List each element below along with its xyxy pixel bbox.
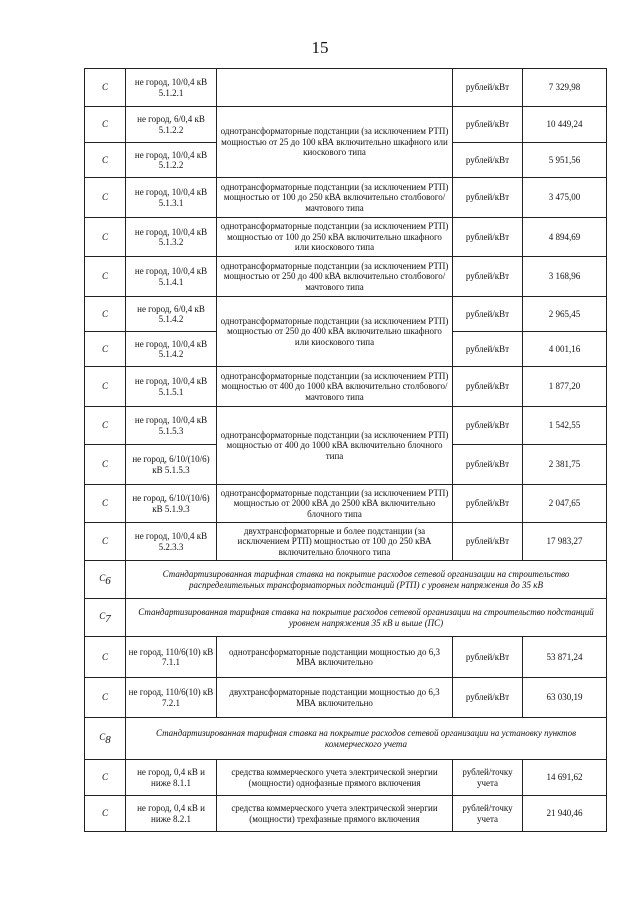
symbol: C xyxy=(85,297,126,332)
code-cell: не город, 110/6(10) кВ 7.1.1 xyxy=(126,637,217,678)
unit-cell: рублей/кВт xyxy=(453,69,523,107)
unit-cell: рублей/кВт xyxy=(453,367,523,407)
table-row xyxy=(85,523,607,561)
symbol: C xyxy=(85,107,126,143)
unit-cell: рублей/кВт xyxy=(453,485,523,523)
symbol: C xyxy=(85,523,126,561)
table-row xyxy=(85,796,607,832)
unit-cell: рублей/кВт xyxy=(453,332,523,367)
value-cell: 5 951,56 xyxy=(523,143,607,178)
description-cell: однотрансформаторные подстанции (за исключением РТП) мощностью от 100 до 250 кВА включительно шкафного или киоскового типа xyxy=(217,218,453,257)
symbol: C xyxy=(85,760,126,796)
symbol: C xyxy=(85,69,126,107)
symbol: C xyxy=(85,257,126,297)
code-cell: не город, 10/0,4 кВ 5.2.3.3 xyxy=(126,523,217,561)
unit-cell: рублей/кВт xyxy=(453,178,523,218)
section-row xyxy=(85,599,607,637)
table-row xyxy=(85,407,607,445)
value-cell: 2 381,75 xyxy=(523,445,607,485)
code-cell: не город, 10/0,4 кВ 5.1.3.2 xyxy=(126,218,217,257)
code-cell: не город, 6/0,4 кВ 5.1.4.2 xyxy=(126,297,217,332)
value-cell: 21 940,46 xyxy=(523,796,607,832)
code-cell: не город, 10/0,4 кВ 5.1.3.1 xyxy=(126,178,217,218)
value-cell: 2 965,45 xyxy=(523,297,607,332)
unit-cell: рублей/точку учета xyxy=(453,760,523,796)
symbol: C xyxy=(85,637,126,678)
code-cell: не город, 10/0,4 кВ 5.1.4.2 xyxy=(126,332,217,367)
code-cell: не город, 10/0,4 кВ 5.1.4.1 xyxy=(126,257,217,297)
description-cell: однотрансформаторные подстанции (за исключением РТП) мощностью от 400 до 1000 кВА включительно блочного типа xyxy=(217,407,453,485)
value-cell: 17 983,27 xyxy=(523,523,607,561)
code-cell: не город, 10/0,4 кВ 5.1.5.1 xyxy=(126,367,217,407)
code-cell: не город, 6/0,4 кВ 5.1.2.2 xyxy=(126,107,217,143)
section-title: Стандартизированная тарифная ставка на покрытие расходов сетевой организации на строительство распределительных трансформаторных подстанций (РТП) с уровнем напряжения до 35 кВ xyxy=(126,561,607,599)
code-cell: не город, 6/10/(10/6) кВ 5.1.9.3 xyxy=(126,485,217,523)
symbol: C xyxy=(85,332,126,367)
unit-cell: рублей/кВт xyxy=(453,678,523,718)
value-cell: 63 030,19 xyxy=(523,678,607,718)
tariff-table xyxy=(84,68,607,832)
unit-cell: рублей/кВт xyxy=(453,257,523,297)
description-cell: однотрансформаторные подстанции (за исключением РТП) мощностью от 400 до 1000 кВА включительно столбового/мачтового типа xyxy=(217,367,453,407)
table-row xyxy=(85,637,607,678)
code-cell: не город, 10/0,4 кВ 5.1.5.3 xyxy=(126,407,217,445)
table-row xyxy=(85,257,607,297)
table-row xyxy=(85,485,607,523)
symbol: C xyxy=(85,143,126,178)
description-cell: средства коммерческого учета электрической энергии (мощности) однофазные прямого включения xyxy=(217,760,453,796)
value-cell: 10 449,24 xyxy=(523,107,607,143)
description-cell: однотрансформаторные подстанции мощностью до 6,3 МВА включительно xyxy=(217,637,453,678)
symbol: C xyxy=(85,407,126,445)
value-cell: 53 871,24 xyxy=(523,637,607,678)
description-cell: однотрансформаторные подстанции (за исключением РТП) мощностью от 2000 кВА до 2500 кВА включительно блочного типа xyxy=(217,485,453,523)
unit-cell: рублей/кВт xyxy=(453,143,523,178)
page-number: 15 xyxy=(311,38,329,57)
code-cell: не город, 6/10/(10/6) кВ 5.1.5.3 xyxy=(126,445,217,485)
unit-cell: рублей/кВт xyxy=(453,445,523,485)
value-cell: 4 001,16 xyxy=(523,332,607,367)
symbol: C xyxy=(85,678,126,718)
code-cell: не город, 0,4 кВ и ниже 8.1.1 xyxy=(126,760,217,796)
table-row xyxy=(85,69,607,107)
symbol: C xyxy=(85,796,126,832)
unit-cell: рублей/кВт xyxy=(453,218,523,257)
unit-cell: рублей/кВт xyxy=(453,107,523,143)
code-cell: не город, 10/0,4 кВ 5.1.2.2 xyxy=(126,143,217,178)
value-cell: 1 542,55 xyxy=(523,407,607,445)
description-cell: двухтрансформаторные и более подстанции (за исключением РТП) мощностью от 100 до 250 кВА включительно блочного типа xyxy=(217,523,453,561)
value-cell: 7 329,98 xyxy=(523,69,607,107)
table-row xyxy=(85,178,607,218)
symbol: C xyxy=(85,485,126,523)
code-cell: не город, 110/6(10) кВ 7.2.1 xyxy=(126,678,217,718)
value-cell: 2 047,65 xyxy=(523,485,607,523)
unit-cell: рублей/кВт xyxy=(453,523,523,561)
code-cell: не город, 0,4 кВ и ниже 8.2.1 xyxy=(126,796,217,832)
description-cell: однотрансформаторные подстанции (за исключением РТП) мощностью от 25 до 100 кВА включительно шкафного или киоскового типа xyxy=(217,107,453,178)
table-row xyxy=(85,218,607,257)
description-cell: двухтрансформаторные подстанции мощностью до 6,3 МВА включительно xyxy=(217,678,453,718)
symbol: C xyxy=(85,178,126,218)
description-cell: средства коммерческого учета электрической энергии (мощности) трехфазные прямого включения xyxy=(217,796,453,832)
value-cell: 1 877,20 xyxy=(523,367,607,407)
section-symbol: $C_8$ xyxy=(85,718,126,760)
table-row xyxy=(85,297,607,332)
unit-cell: рублей/кВт xyxy=(453,297,523,332)
description-cell xyxy=(217,69,453,107)
code-cell: не город, 10/0,4 кВ 5.1.2.1 xyxy=(126,69,217,107)
section-title: Стандартизированная тарифная ставка на покрытие расходов сетевой организации на строительство подстанций уровнем напряжения 35 кВ и выше (ПС) xyxy=(126,599,607,637)
section-row xyxy=(85,718,607,760)
symbol: C xyxy=(85,445,126,485)
unit-cell: рублей/кВт xyxy=(453,637,523,678)
description-cell: однотрансформаторные подстанции (за исключением РТП) мощностью от 250 до 400 кВА включительно шкафного или киоскового типа xyxy=(217,297,453,367)
symbol: C xyxy=(85,218,126,257)
value-cell: 14 691,62 xyxy=(523,760,607,796)
table-row xyxy=(85,678,607,718)
unit-cell: рублей/точку учета xyxy=(453,796,523,832)
table-row xyxy=(85,367,607,407)
section-symbol: $C_6$ xyxy=(85,561,126,599)
section-row xyxy=(85,561,607,599)
value-cell: 3 475,00 xyxy=(523,178,607,218)
description-cell: однотрансформаторные подстанции (за исключением РТП) мощностью от 250 до 400 кВА включительно столбового/мачтового типа xyxy=(217,257,453,297)
symbol: C xyxy=(85,367,126,407)
description-cell: однотрансформаторные подстанции (за исключением РТП) мощностью от 100 до 250 кВА включительно столбового/мачтового типа xyxy=(217,178,453,218)
value-cell: 4 894,69 xyxy=(523,218,607,257)
table-row xyxy=(85,760,607,796)
table-row xyxy=(85,107,607,143)
section-symbol: $C_7$ xyxy=(85,599,126,637)
value-cell: 3 168,96 xyxy=(523,257,607,297)
unit-cell: рублей/кВт xyxy=(453,407,523,445)
section-title: Стандартизированная тарифная ставка на покрытие расходов сетевой организации на установку пунктов коммерческого учета xyxy=(126,718,607,760)
